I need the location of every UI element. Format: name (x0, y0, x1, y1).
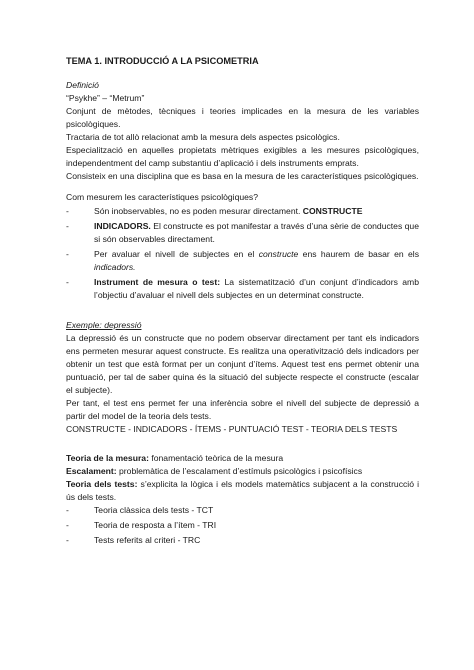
definition-paragraph: Especialització en aquelles propietats mètriques exigibles a les mesures psicològiques, independentment del camp substantiu d’aplicació i dels instruments emprats. (66, 145, 419, 169)
section-heading-definicio: Definició (66, 79, 99, 90)
definition-paragraph: Consisteix en una disciplina que es basa en la mesura de les característiques psicològiques. (66, 171, 419, 182)
theory-tests: Teoria dels tests: s’explicita la lògica i els models matemàtics subjacent a la construcció i ús dels tests. (66, 478, 419, 502)
section-heading-exemple: Exemple: depressió (66, 319, 142, 330)
example-paragraph: Per tant, el test ens permet fer una inferència sobre el nivell del subjecte de depressió a partir del model de la teoria dels tests. (66, 398, 419, 422)
definition-paragraph: Tractaria de tot allò relacionat amb la mesura dels aspectes psicològics. (66, 132, 340, 143)
definition-paragraph: Conjunt de mètodes, tècniques i teories implicades en la mesura de les variables psicològiques. (66, 106, 419, 130)
etymology: “Psykhe” – “Metrum” (66, 93, 145, 104)
document-title: TEMA 1. INTRODUCCIÓ A LA PSICOMETRIA (66, 56, 259, 66)
theory-scaling: Escalament: problemàtica de l’escalament d’estímuls psicològics i psicofísics (66, 465, 363, 476)
example-paragraph: La depressió és un constructe que no podem observar directament per tant els indicadors ens permeten mesurar aquest constructe. Es realitza una operativització dels indicadors per obtenir un test que està format per un conjunt d’ítems. Aquest test ens permet obtenir una puntuació, per tal de saber quina és la situació del subjecte respecte el constructe (escalar el subjecte). (66, 333, 419, 396)
list-item: - Per avaluar el nivell de subjectes en el constructe ens haurem de basar en els indicadors. (66, 248, 419, 274)
list-item: - Teoria clàssica dels tests - TCT (66, 504, 419, 517)
measurement-question: Com mesurem les característiques psicològiques? (66, 192, 259, 203)
list-item: - Teoria de resposta a l’ítem - TRI (66, 519, 419, 532)
theory-list (66, 504, 419, 547)
measurement-list (66, 205, 419, 302)
list-item: - Són inobservables, no es poden mesurar directament. CONSTRUCTE (66, 205, 419, 218)
theory-measurement: Teoria de la mesura: fonamentació teòrica de la mesura (66, 452, 284, 463)
list-item: - Tests referits al criteri - TRC (66, 534, 419, 547)
list-item: - Instrument de mesura o test: La sistematització d’un conjunt d’indicadors amb l’objectiu d’avaluar el nivell dels subjectes en un determinat constructe. (66, 276, 419, 302)
construct-chain: CONSTRUCTE - INDICADORS - ÍTEMS - PUNTUACIÓ TEST - TEORIA DELS TESTS (66, 424, 398, 435)
list-item: - INDICADORS. El constructe es pot manifestar a través d’una sèrie de conductes que si són observables directament. (66, 220, 419, 246)
